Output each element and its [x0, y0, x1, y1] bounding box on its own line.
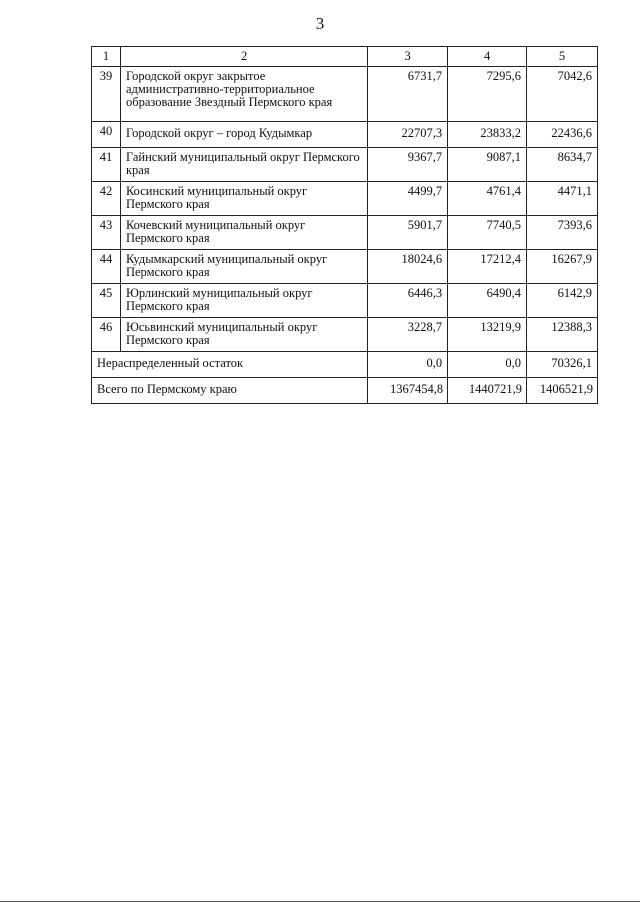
value-col-5: 4471,1 [527, 182, 598, 216]
undistributed-col-5: 70326,1 [527, 352, 598, 378]
row-number: 46 [92, 318, 121, 352]
value-col-4: 4761,4 [448, 182, 527, 216]
header-col-1: 1 [92, 47, 121, 67]
value-col-4: 9087,1 [448, 148, 527, 182]
page-number: 3 [315, 14, 325, 33]
header-col-5: 5 [527, 47, 598, 67]
value-col-4: 7295,6 [448, 67, 527, 122]
value-col-3: 3228,7 [368, 318, 448, 352]
value-col-4: 13219,9 [448, 318, 527, 352]
header-col-3: 3 [368, 47, 448, 67]
header-col-2: 2 [120, 47, 367, 67]
value-col-5: 7393,6 [527, 216, 598, 250]
table-header-row [92, 47, 598, 67]
table-row [92, 67, 598, 122]
scan-edge-line [0, 901, 640, 902]
row-number: 45 [92, 284, 121, 318]
municipality-name: Косинский муниципальный округ Пермского края [120, 182, 367, 216]
undistributed-row [92, 352, 598, 378]
municipality-name: Юсьвинский муниципальный округ Пермского края [120, 318, 367, 352]
value-col-4: 6490,4 [448, 284, 527, 318]
municipality-name: Городской округ – город Кудымкар [120, 122, 367, 148]
undistributed-col-4: 0,0 [448, 352, 527, 378]
value-col-5: 16267,9 [527, 250, 598, 284]
value-col-5: 6142,9 [527, 284, 598, 318]
value-col-5: 22436,6 [527, 122, 598, 148]
table-row [92, 284, 598, 318]
value-col-3: 6731,7 [368, 67, 448, 122]
value-col-3: 5901,7 [368, 216, 448, 250]
total-label: Всего по Пермскому краю [92, 378, 368, 404]
value-col-3: 9367,7 [368, 148, 448, 182]
value-col-5: 12388,3 [527, 318, 598, 352]
total-col-5: 1406521,9 [527, 378, 598, 404]
row-number: 40 [92, 122, 121, 148]
row-number: 41 [92, 148, 121, 182]
undistributed-label: Нераспределенный остаток [92, 352, 368, 378]
value-col-4: 23833,2 [448, 122, 527, 148]
table-row [92, 250, 598, 284]
total-col-4: 1440721,9 [448, 378, 527, 404]
total-row [92, 378, 598, 404]
value-col-3: 22707,3 [368, 122, 448, 148]
value-col-5: 7042,6 [527, 67, 598, 122]
row-number: 43 [92, 216, 121, 250]
table-row [92, 182, 598, 216]
total-col-3: 1367454,8 [368, 378, 448, 404]
municipality-name: Юрлинский муниципальный округ Пермского края [120, 284, 367, 318]
value-col-3: 6446,3 [368, 284, 448, 318]
row-number: 42 [92, 182, 121, 216]
row-number: 39 [92, 67, 121, 122]
table-row [92, 148, 598, 182]
value-col-3: 4499,7 [368, 182, 448, 216]
table-row [92, 122, 598, 148]
budget-table [91, 46, 598, 404]
municipality-name: Гайнский муниципальный округ Пермского края [120, 148, 367, 182]
value-col-4: 17212,4 [448, 250, 527, 284]
municipality-name: Кудымкарский муниципальный округ Пермского края [120, 250, 367, 284]
value-col-4: 7740,5 [448, 216, 527, 250]
undistributed-col-3: 0,0 [368, 352, 448, 378]
header-col-4: 4 [448, 47, 527, 67]
table-row [92, 216, 598, 250]
table-row [92, 318, 598, 352]
row-number: 44 [92, 250, 121, 284]
value-col-3: 18024,6 [368, 250, 448, 284]
value-col-5: 8634,7 [527, 148, 598, 182]
municipality-name: Городской округ закрытое административно-территориальное образование Звездный Пермского края [120, 67, 367, 122]
municipality-name: Кочевский муниципальный округ Пермского края [120, 216, 367, 250]
